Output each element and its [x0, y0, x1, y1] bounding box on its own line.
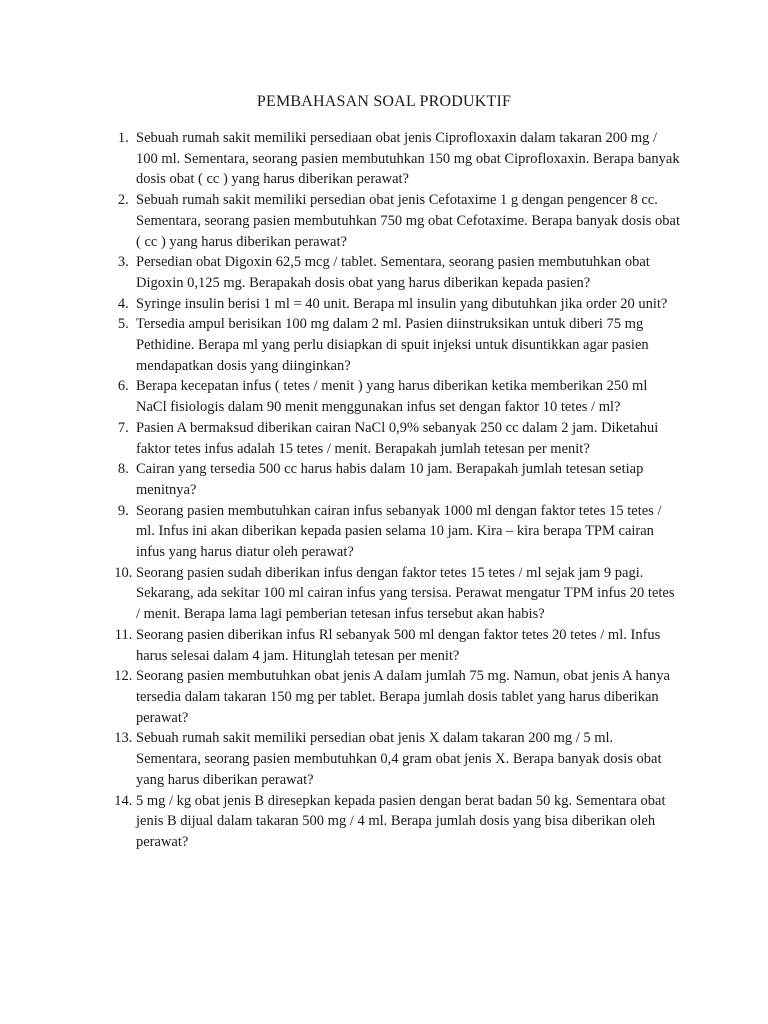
question-number: 12. — [114, 668, 133, 685]
question-number: 9. — [117, 502, 129, 519]
question-item — [100, 252, 680, 293]
question-item — [100, 501, 680, 563]
question-number: 10. — [114, 564, 133, 581]
question-text: Tersedia ampul berisikan 100 mg dalam 2 ml. Pasien diinstruksikan untuk diberi 75 mg Pethidine. Berapa ml yang perlu disiapkan di spuit injeksi untuk disuntikkan agar pasien mendapatkan dosis yang diinginkan? — [136, 316, 649, 374]
question-text: Seorang pasien diberikan infus Rl sebanyak 500 ml dengan faktor tetes 20 tetes / ml. Infus harus selesai dalam 4 jam. Hitunglah tetesan per menit? — [136, 626, 661, 664]
question-item — [100, 294, 680, 315]
question-text: Persedian obat Digoxin 62,5 mcg / tablet. Sementara, seorang pasien membutuhkan obat Digoxin 0,125 mg. Berapakah dosis obat yang harus diberikan kepada pasien? — [136, 254, 650, 291]
question-item — [100, 728, 680, 790]
question-item — [100, 625, 680, 666]
question-item — [100, 418, 680, 459]
question-item — [100, 376, 680, 417]
question-text: Seorang pasien membutuhkan cairan infus sebanyak 1000 ml dengan faktor tetes 15 tetes / ml. Infus ini akan diberikan kepada pasien selama 10 jam. Kira – kira berapa TPM cairan infus yang harus diatur oleh perawat? — [136, 502, 662, 561]
question-text: Seorang pasien sudah diberikan infus dengan faktor tetes 15 tetes / ml sejak jam 9 pagi. Sekarang, ada sekitar 100 ml cairan infus yang tersisa. Perawat mengatur TPM infus 20 tetes / menit. Berapa lama lagi pemberian tetesan infus tersebut akan habis? — [136, 564, 675, 623]
question-item — [100, 666, 680, 728]
question-number: 7. — [117, 419, 129, 436]
question-text: Syringe insulin berisi 1 ml = 40 unit. Berapa ml insulin yang dibutuhkan jika order 20 unit? — [136, 295, 668, 312]
question-item — [100, 459, 680, 500]
question-number: 6. — [117, 378, 129, 395]
question-text: Sebuah rumah sakit memiliki persediaan obat jenis Ciprofloxaxin dalam takaran 200 mg / 100 ml. Sementara, seorang pasien membutuhkan 150 mg obat Ciprofloxaxin. Berapa banyak dosis obat ( cc ) yang harus diberikan perawat? — [136, 130, 680, 188]
question-item — [100, 791, 680, 853]
question-number: 3. — [117, 254, 129, 271]
question-item — [100, 314, 680, 376]
question-text: Sebuah rumah sakit memiliki persedian obat jenis X dalam takaran 200 mg / 5 ml. Sementara, seorang pasien membutuhkan 0,4 gram obat jenis X. Berapa banyak dosis obat yang harus diberikan perawat? — [136, 730, 662, 788]
question-text: Sebuah rumah sakit memiliki persedian obat jenis Cefotaxime 1 g dengan pengencer 8 cc. Sementara, seorang pasien membutuhkan 750 mg obat Cefotaxime. Berapa banyak dosis obat ( cc ) yang harus diberikan perawat? — [136, 192, 681, 250]
question-text: 5 mg / kg obat jenis B diresepkan kepada pasien dengan berat badan 50 kg. Sementara obat jenis B dijual dalam takaran 500 mg / 4 ml. Berapa jumlah dosis yang bisa diberikan oleh perawat? — [136, 792, 666, 850]
question-number: 14. — [114, 792, 133, 809]
question-item — [100, 563, 680, 625]
question-number: 11. — [114, 626, 133, 643]
question-number: 5. — [117, 316, 129, 333]
question-number: 8. — [117, 461, 129, 478]
question-item — [100, 190, 680, 252]
question-text: Seorang pasien membutuhkan obat jenis A dalam jumlah 75 mg. Namun, obat jenis A hanya tersedia dalam takaran 150 mg per tablet. Berapa jumlah dosis tablet yang harus diberikan perawat? — [136, 668, 670, 726]
question-number: 1. — [117, 130, 129, 146]
question-number: 13. — [114, 730, 133, 747]
document-title: PEMBAHASAN SOAL PRODUKTIF — [256, 93, 512, 110]
question-text: Berapa kecepatan infus ( tetes / menit ) yang harus diberikan ketika memberikan 250 ml NaCl fisiologis dalam 90 menit menggunakan infus set dengan faktor 10 tetes / ml? — [136, 378, 648, 416]
question-list — [100, 128, 680, 853]
question-number: 2. — [117, 192, 129, 209]
question-text: Pasien A bermaksud diberikan cairan NaCl 0,9% sebanyak 250 cc dalam 2 jam. Diketahui faktor tetes infus adalah 15 tetes / menit. Berapakah jumlah tetesan per menit? — [136, 419, 659, 457]
question-number: 4. — [117, 295, 129, 312]
question-text: Cairan yang tersedia 500 cc harus habis dalam 10 jam. Berapakah jumlah tetesan setiap menitnya? — [136, 461, 644, 498]
question-item — [100, 128, 680, 190]
